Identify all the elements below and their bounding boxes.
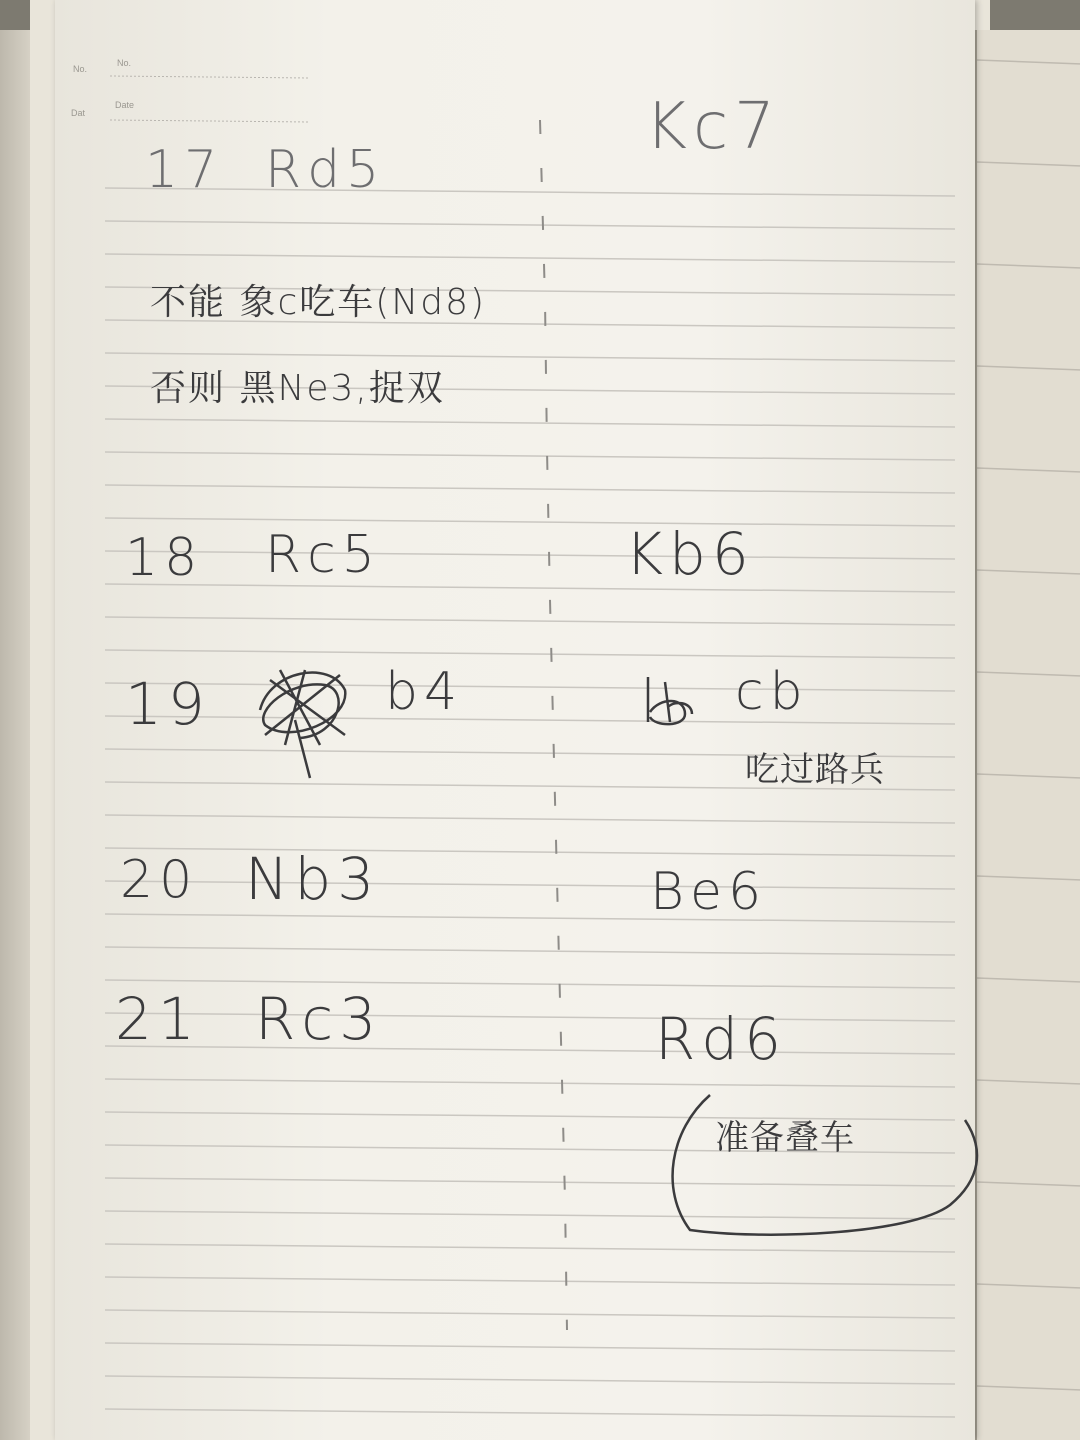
white-move: Rc5 xyxy=(265,525,381,585)
no-label: No. xyxy=(73,64,88,74)
black-move: Rd6 xyxy=(655,1005,788,1073)
white-move: Nb3 xyxy=(245,845,381,913)
facing-page xyxy=(975,30,1080,1440)
black-move: Kc7 xyxy=(645,90,781,164)
date-label: Dat xyxy=(71,108,86,118)
no-field-label: No. xyxy=(117,58,132,68)
black-move: cb xyxy=(735,662,809,722)
note-line-2: 否则 黑Ne3,捉双 xyxy=(150,368,445,409)
move-number: 20 xyxy=(120,850,199,910)
move-number: 19 xyxy=(125,670,211,738)
black-move: Kb6 xyxy=(625,520,755,588)
note-en-passant: 吃过路兵 xyxy=(745,750,885,790)
white-move: Rc3 xyxy=(255,985,383,1053)
white-move: Rd5 xyxy=(265,140,386,200)
crossed-out-scribble xyxy=(250,650,360,780)
facing-page-rules xyxy=(977,30,1080,1440)
move-number: 18 xyxy=(125,528,204,588)
date-field-label: Date xyxy=(115,100,135,110)
crossed-out-scribble xyxy=(640,672,700,732)
note-line-1: 不能 象c吃车(Nd8) xyxy=(150,282,487,323)
notebook-page xyxy=(55,0,975,1440)
white-move: b4 xyxy=(385,662,464,722)
black-move: Be6 xyxy=(650,862,768,922)
move-number: 17 xyxy=(145,140,224,200)
note-prepare-double-rooks: 准备叠车 xyxy=(715,1118,855,1158)
move-number: 21 xyxy=(115,985,201,1053)
